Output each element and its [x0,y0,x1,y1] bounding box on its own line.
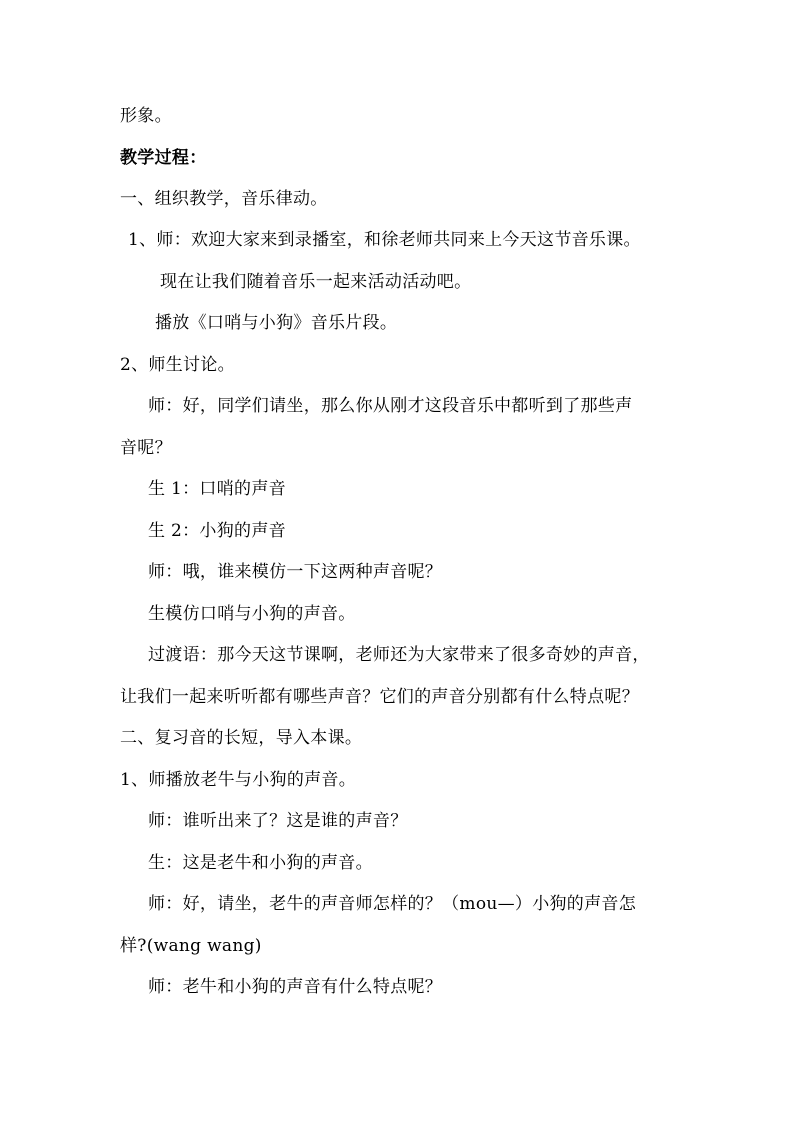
paragraph-activity-invite: 现在让我们随着音乐一起来活动活动吧。 [160,272,472,292]
paragraph-students-imitate: 生模仿口哨与小狗的声音。 [148,604,356,624]
paragraph-teacher-sound-question: 师：好，请坐，老牛的声音师怎样的？（mou—）小狗的声音怎 [148,894,637,914]
paragraph-teacher-who: 师：谁听出来了？这是谁的声音？ [148,811,408,831]
paragraph-teacher-features: 师：老牛和小狗的声音有什么特点呢？ [148,977,443,997]
paragraph-teacher-question: 师：好，同学们请坐，那么你从刚才这段音乐中都听到了那些声 [148,396,633,416]
section-heading-part-one: 一、组织教学，音乐律动。 [120,189,328,209]
text-line-continuation: 形象。 [120,106,172,126]
paragraph-teacher-welcome: 1、师：欢迎大家来到录播室，和徐老师共同来上今天这节音乐课。 [128,230,641,250]
paragraph-transition: 过渡语：那今天这节课啊，老师还为大家带来了很多奇妙的声音， [148,645,650,665]
paragraph-student-answer: 生：这是老牛和小狗的声音。 [148,853,373,873]
paragraph-student-2: 生 2：小狗的声音 [148,521,286,541]
paragraph-play-music: 播放《口哨与小狗》音乐片段。 [155,313,398,333]
paragraph-student-1: 生 1：口哨的声音 [148,479,286,499]
paragraph-teacher-sound-question-cont: 样?(wang wang) [120,936,262,956]
section-heading-teaching-process: 教学过程： [120,148,207,168]
paragraph-transition-cont: 让我们一起来听听都有哪些声音？它们的声音分别都有什么特点呢？ [120,687,639,707]
section-heading-part-two: 二、复习音的长短，导入本课。 [120,728,363,748]
subheading-play-sounds: 1、师播放老牛与小狗的声音。 [120,770,357,790]
paragraph-teacher-imitate: 师：哦，谁来模仿一下这两种声音呢？ [148,562,443,582]
subheading-discussion: 2、师生讨论。 [120,355,235,375]
paragraph-teacher-question-cont: 音呢？ [120,438,172,458]
